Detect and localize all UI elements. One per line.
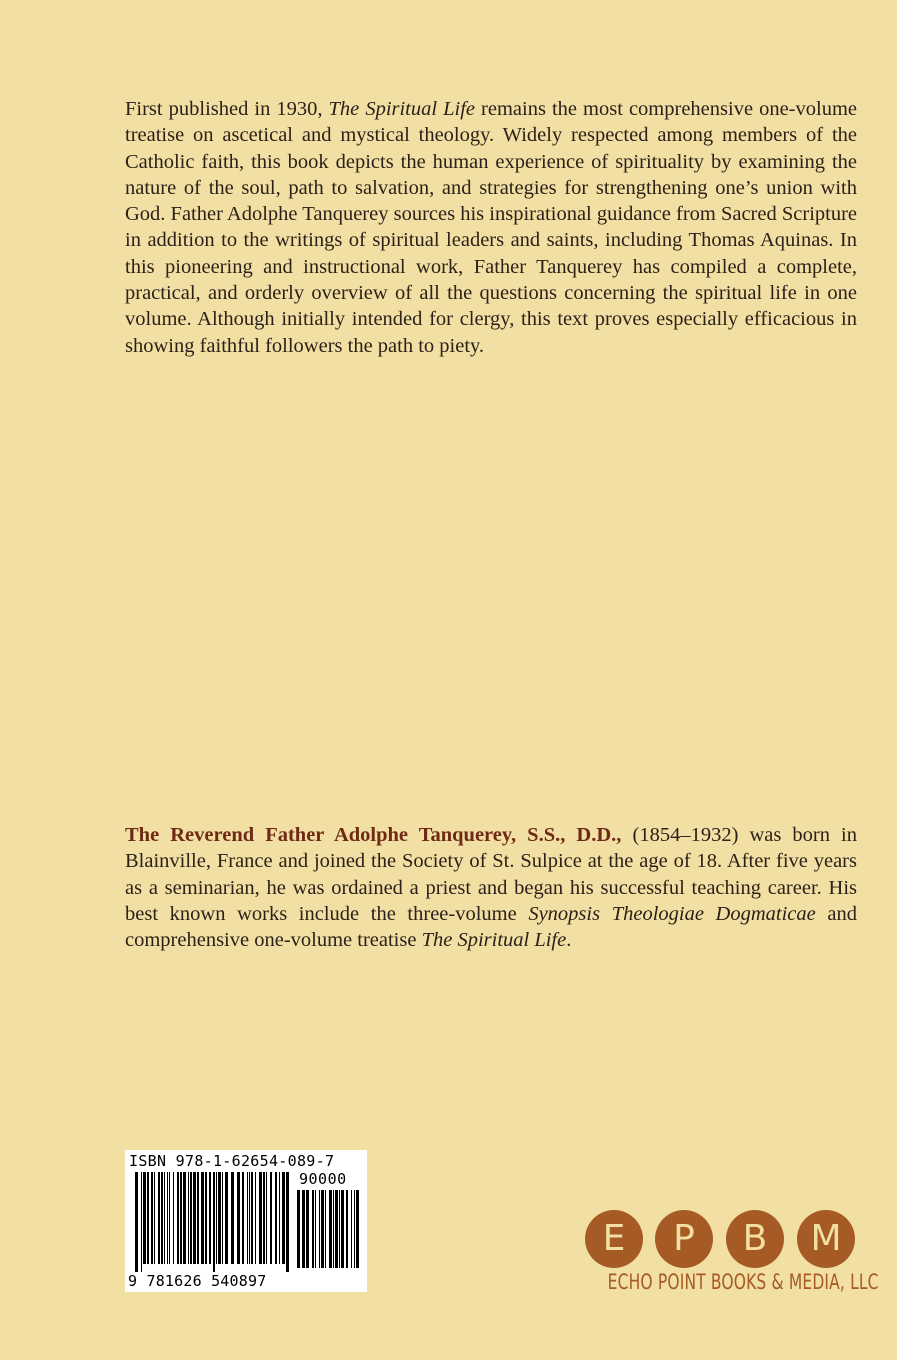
work-title-synopsis: Synopsis Theologiae Dogmaticae	[528, 902, 816, 925]
author-bio	[125, 822, 857, 953]
bio-text-3: .	[566, 929, 572, 952]
logo-circles	[585, 1210, 855, 1268]
addon-barcode-bars-icon	[297, 1190, 361, 1276]
logo-letter-e: E	[585, 1210, 643, 1268]
isbn-barcode	[125, 1150, 367, 1292]
price-code: 90000	[299, 1170, 347, 1188]
book-description	[125, 96, 857, 359]
logo-letter-b: B	[726, 1210, 784, 1268]
bio-text-2: and comprehensive one-volume treatise	[125, 902, 857, 952]
author-name: The Reverend Father Adolphe Tanquerey, S.S., D.D.,	[125, 824, 622, 846]
work-title-spiritual-life: The Spiritual Life	[421, 929, 567, 952]
publisher-name: ECHO POINT BOOKS & MEDIA, LLC	[607, 1270, 879, 1294]
book-title: The Spiritual Life	[328, 98, 476, 120]
barcode-digits: 9 781626 540897	[128, 1272, 267, 1290]
publisher-logo	[583, 1210, 879, 1302]
logo-letter-m: M	[797, 1210, 855, 1268]
bio-text-1: (1854–1932) was born in Blainville, France and joined the Society of St. Sulpice at the age of 18. After five years as a seminarian, he was ordained a priest and began his successful teaching career. His best known works include the three-volume	[125, 824, 857, 925]
isbn-label: ISBN 978-1-62654-089-7	[129, 1152, 335, 1170]
barcode-bars-icon	[135, 1172, 291, 1272]
blurb-text-start: First published in 1930,	[125, 98, 329, 120]
blurb-text-rest: remains the most comprehensive one-volume treatise on ascetical and mystical theology. Widely respected among members of the Catholic faith, this book depicts the human experience of spirituality by examining the nature of the soul, path to salvation, and strategies for strengthening one’s union with God. Father Adolphe Tanquerey sources his inspirational guidance from Sacred Scripture in addition to the writings of spiritual leaders and saints, including Thomas Aquinas. In this pioneering and instructional work, Father Tanquerey has compiled a complete, practical, and orderly overview of all the questions concerning the spiritual life in one volume. Although initially intended for clergy, this text proves especially efficacious in showing faithful followers the path to piety.	[125, 98, 858, 357]
logo-letter-p: P	[655, 1210, 713, 1268]
